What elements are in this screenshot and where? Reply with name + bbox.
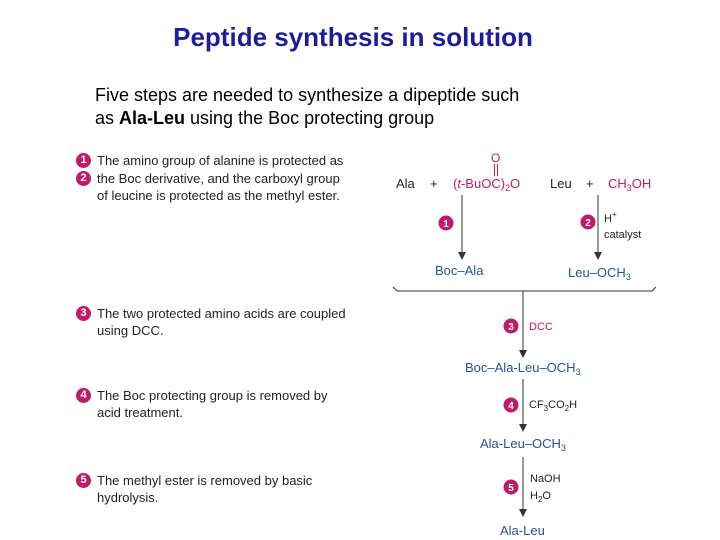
step-5-text-line-2: hydrolysis. (97, 490, 159, 505)
coupling-bracket (393, 287, 656, 291)
step-3-text-line-1: The two protected amino acids are coupled (97, 306, 346, 321)
plus-sign-2: + (586, 176, 594, 191)
step-5-badge: 5 (76, 473, 91, 488)
dipeptide-ester: Ala-$Leu-OCH_3$ (480, 436, 566, 453)
plus-sign-1: + (430, 176, 438, 191)
scheme-badge-2-num: 2 (585, 218, 591, 229)
dcc-reagent: DCC (529, 321, 553, 333)
step-2-text-line-2: of leucine is protected as the methyl ester. (97, 188, 340, 203)
acid-catalyst-h: H+ (604, 210, 617, 225)
carbonyl-oxygen: O (491, 151, 501, 165)
scheme-badge-5-num: 5 (508, 483, 514, 494)
step-4-text-line-1: The Boc protecting group is removed by (97, 388, 328, 403)
protected-dipeptide: Boc–$Ala-Leu-OCH_3$ (465, 360, 581, 377)
leu-och3: Leu–$OCH_3$ (568, 265, 631, 282)
step-5-text-line-1: The methyl ester is removed by basic (97, 473, 313, 488)
step-3-text-line-2: using DCC. (97, 323, 164, 338)
boc-anhydride: $(t-BuOC)_2O$ (453, 176, 521, 193)
step-4-text-line-2: acid treatment. (97, 405, 183, 420)
dipeptide-name: Ala-Leu (119, 108, 186, 128)
page-title: Peptide synthesis in solution (173, 22, 533, 52)
scheme-badge-1-num: 1 (443, 219, 449, 230)
naoh-reagent: NaOH (530, 473, 561, 485)
scheme-badge-4-num: 4 (508, 401, 514, 412)
tfa-reagent: $CF_3CO_2H$ (529, 399, 578, 413)
step-3-badge: 3 (76, 306, 91, 321)
step-1-text: The amino group of alanine is protected as (97, 153, 344, 168)
step-1-badge: 1 (76, 153, 91, 168)
step-2-text-line-1: the Boc derivative, and the carboxyl group (97, 171, 340, 186)
leucine-label: Leu (550, 176, 572, 191)
boc-ala: Boc–Ala (435, 263, 484, 278)
intro-line-1: Five steps are needed to synthesize a dipeptide such (95, 85, 520, 105)
scheme-badge-3-num: 3 (508, 322, 514, 333)
step-2-badge: 2 (76, 171, 91, 186)
acid-catalyst-label: catalyst (604, 229, 642, 241)
methanol: $CH_3OH$ (608, 176, 652, 193)
water-reagent: $H_2O$ (530, 490, 551, 504)
alanine-label: Ala (396, 176, 415, 191)
intro-line-2: as Ala-Leu using the Boc protecting group (95, 108, 435, 128)
final-product: Ala-Leu (500, 523, 545, 538)
step-4-badge: 4 (76, 388, 91, 403)
